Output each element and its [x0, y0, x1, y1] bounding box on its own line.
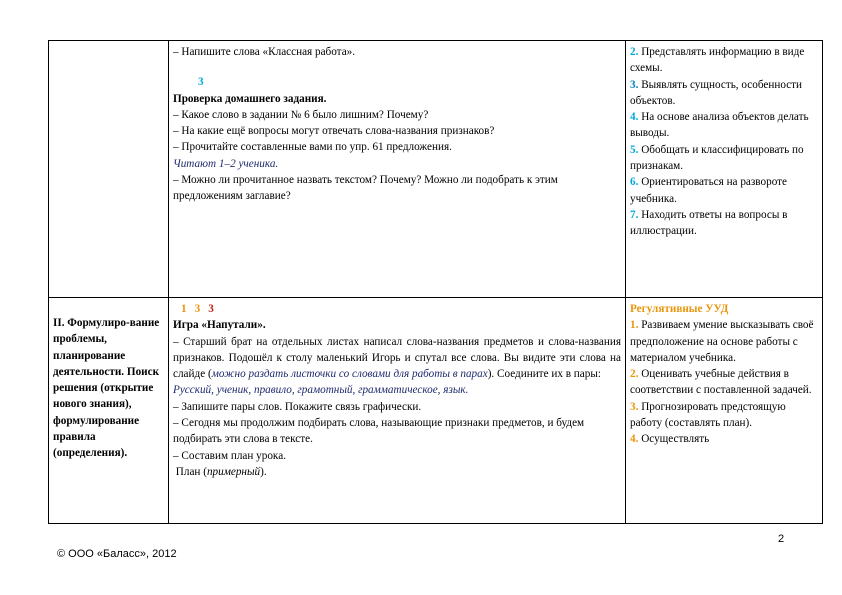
skill-item: 7. Находить ответы на вопросы в иллюстрации.	[630, 208, 788, 238]
question-line: – На какие ещё вопросы могут отвечать слова-названия признаков?	[173, 125, 495, 138]
question-line: – Можно ли прочитанное назвать текстом? Почему? Можно ли подобрать к этим предложениям заглавие?	[173, 174, 558, 203]
section-heading: Игра «Напутали».	[173, 319, 266, 332]
section-heading: Проверка домашнего задания.	[173, 92, 327, 105]
paragraph: – Старший брат на отдельных листах написал слова-названия предметов и слова-названия признаков. Подошёл к столу маленький Игорь и спутал все слова. Вы видите эти слова на слайде (можно раздать листочки со словами для работы в парах). Соедините их в пары:	[173, 335, 621, 381]
word-list: Русский, ученик, правило, грамотный, грамматическое, язык.	[173, 384, 469, 397]
stage-cell	[49, 41, 169, 298]
skill-item: 1. Развиваем умение высказывать своё предположение на основе работы с материалом учебника.	[630, 319, 814, 364]
instruction-note: Читают 1–2 ученика.	[173, 157, 279, 170]
text-line: – Составим план урока.	[173, 449, 286, 462]
skill-item: 5. Обобщать и классифицировать по признакам.	[630, 143, 804, 173]
marker-number: 1	[181, 303, 187, 315]
skill-item: 2. Представлять информацию в виде схемы.	[630, 46, 805, 75]
marker-number: 3	[198, 76, 204, 89]
lesson-table	[48, 40, 823, 524]
skills-cell	[626, 41, 823, 298]
copyright-footer: © ООО «Баласс», 2012	[57, 548, 177, 560]
skills-cell	[626, 298, 823, 524]
text-line: – Запишите пары слов. Покажите связь графически.	[173, 400, 422, 413]
skill-item: 4. На основе анализа объектов делать выводы.	[630, 111, 809, 140]
marker-row	[173, 301, 621, 317]
activity-cell	[169, 41, 626, 298]
table-row	[49, 298, 823, 524]
marker-number: 3	[194, 303, 201, 315]
stage-cell	[49, 298, 169, 524]
marker-number: 3	[208, 303, 214, 315]
page-number: 2	[778, 533, 785, 545]
table-row	[49, 41, 823, 298]
text-line: – Напишите слова «Классная работа».	[173, 46, 356, 58]
question-line: – Какое слово в задании № 6 было лишним? Почему?	[173, 108, 429, 121]
skill-item: 2. Оценивать учебные действия в соответствии с поставленной задачей.	[630, 368, 812, 397]
skills-heading: Регулятивные УУД	[630, 303, 729, 315]
plan-line: План (примерный).	[175, 465, 267, 478]
question-line: – Прочитайте составленные вами по упр. 61 предложения.	[173, 141, 452, 154]
stage-title: II. Формулиро-вание проблемы, планирование деятельности. Поиск решения (открытие нового знания), формулирование правила (определения).	[53, 317, 160, 460]
skill-item: 4. Осуществлять	[630, 433, 710, 446]
skill-item: 6. Ориентироваться на развороте учебника.	[630, 176, 787, 205]
activity-cell	[169, 298, 626, 524]
skill-item: 3. Выявлять сущность, особенности объектов.	[630, 78, 803, 107]
skill-item: 3. Прогнозировать предстоящую работу (составлять план).	[630, 400, 786, 430]
text-line: – Сегодня мы продолжим подбирать слова, называющие признаки предметов, и будем подбирать эти слова в тексте.	[173, 417, 585, 446]
